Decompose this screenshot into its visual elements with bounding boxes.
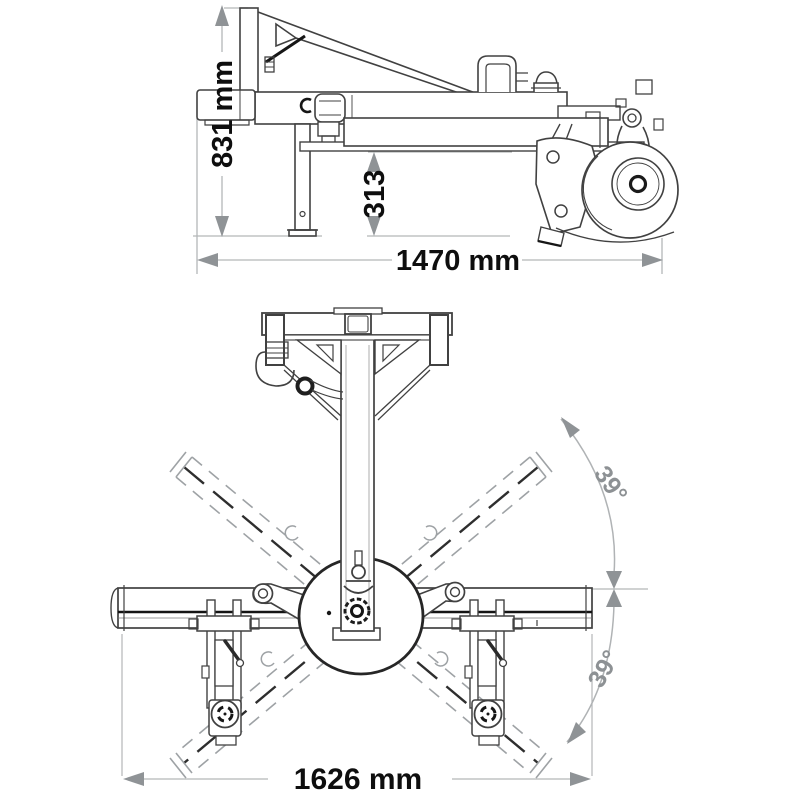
side-mast xyxy=(240,8,478,94)
arrow-arc-lower-icon xyxy=(567,722,586,744)
arrow-left-icon xyxy=(123,772,144,786)
top-left-caster xyxy=(189,600,259,745)
side-blade-beam xyxy=(300,112,644,151)
angle-lower-label: 39° xyxy=(582,645,626,693)
dim-831-label: 831 mm xyxy=(207,59,239,169)
arrow-down-icon xyxy=(215,216,229,237)
top-view xyxy=(111,308,648,778)
arrow-up-icon xyxy=(367,152,381,172)
dim-313 xyxy=(359,152,391,236)
side-view xyxy=(193,8,678,274)
dim-313-label: 313 xyxy=(359,169,391,219)
dim-1470-label: 1470 mm xyxy=(395,245,521,277)
dim-1626 xyxy=(123,763,591,796)
dim-1626-label: 1626 mm xyxy=(293,763,423,796)
arrow-right-icon xyxy=(642,253,663,267)
arrow-right-icon xyxy=(570,772,591,786)
side-cap-knob xyxy=(531,72,561,92)
side-handle xyxy=(478,56,528,92)
top-right-caster xyxy=(452,600,522,745)
angle-upper-label: 39° xyxy=(588,460,633,508)
side-parking-leg xyxy=(287,124,318,236)
arrow-arc-upper-icon xyxy=(561,417,580,438)
dim-1470 xyxy=(197,245,663,277)
arrow-left-icon xyxy=(197,253,218,267)
dim-831 xyxy=(207,5,239,237)
